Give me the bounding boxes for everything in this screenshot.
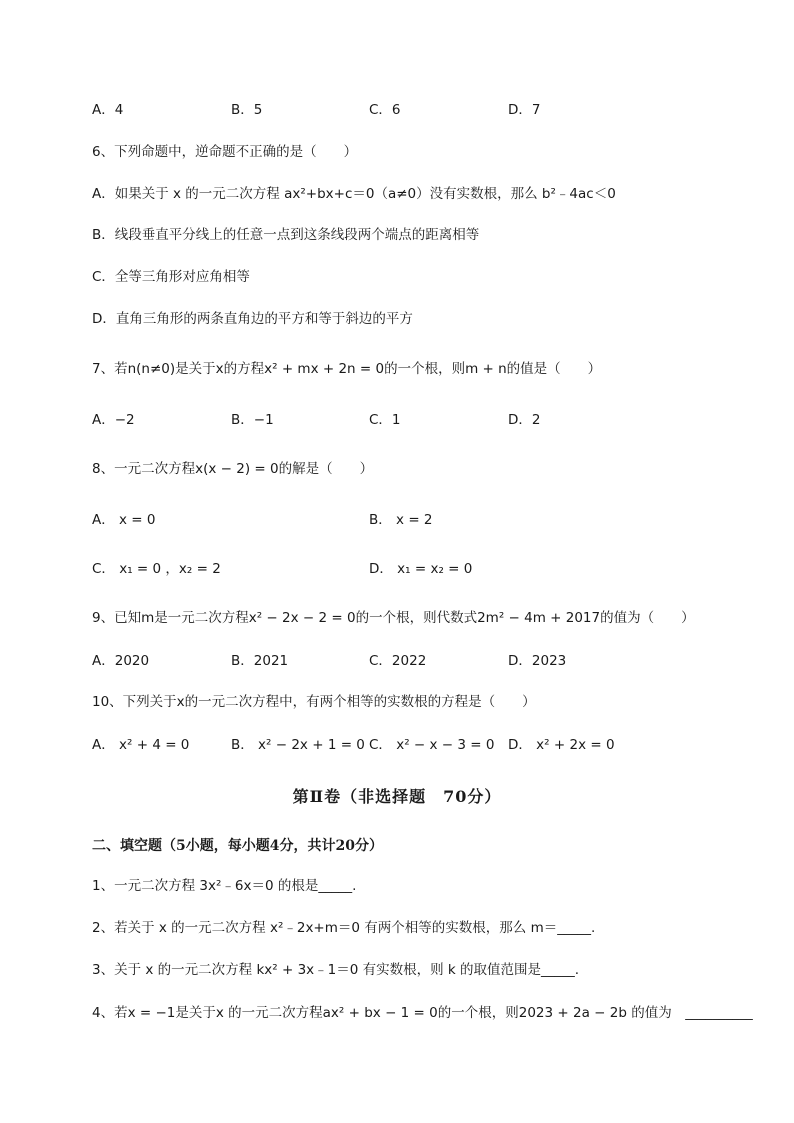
q5-option-b: B．5 <box>231 102 263 118</box>
fill-blank-heading: 二、填空题（5小题，每小题4分，共计20分） <box>92 838 383 854</box>
q6-option-b: B．线段垂直平分线上的任意一点到这条线段两个端点的距离相等 <box>92 227 480 243</box>
q8-stem: 8、一元二次方程x(x − 2) = 0的解是（ ） <box>92 461 374 477</box>
q5-option-c: C．6 <box>369 102 401 118</box>
q7-option-a: A．−2 <box>92 412 135 428</box>
q10-option-c: C． x² − x − 3 = 0 <box>369 737 495 753</box>
part2-title: 第Ⅱ卷（非选择题 70分） <box>292 787 502 806</box>
q8-option-c: C． x₁ = 0 ，x₂ = 2 <box>92 561 221 577</box>
fill-item-3: 3、关于 x 的一元二次方程 kx² + 3x﹣1＝0 有实数根，则 k 的取值范围是_____. <box>92 962 580 978</box>
q10-option-b: B． x² − 2x + 1 = 0 <box>231 737 365 753</box>
q6-option-c: C．全等三角形对应角相等 <box>92 269 250 285</box>
q10-option-a: A． x² + 4 = 0 <box>92 737 190 753</box>
q6-option-d: D．直角三角形的两条直角边的平方和等于斜边的平方 <box>92 311 413 327</box>
fill-item-1: 1、一元二次方程 3x²﹣6x＝0 的根是_____. <box>92 878 357 894</box>
q8-option-a: A． x = 0 <box>92 512 156 528</box>
q7-option-c: C．1 <box>369 412 401 428</box>
q10-option-d: D． x² + 2x = 0 <box>508 737 615 753</box>
q9-option-c: C．2022 <box>369 653 427 669</box>
fill-item-4: 4、若x = −1是关于x 的一元二次方程ax² + bx − 1 = 0的一个根，则2023 + 2a − 2b 的值为 __________ <box>92 1005 753 1021</box>
q9-option-a: A．2020 <box>92 653 150 669</box>
q8-option-b: B． x = 2 <box>369 512 433 528</box>
q7-stem: 7、若n(n≠0)是关于x的方程x² + mx + 2n = 0的一个根，则m + n的值是（ ） <box>92 361 602 377</box>
q8-option-d: D． x₁ = x₂ = 0 <box>369 561 473 577</box>
q5-option-a: A．4 <box>92 102 124 118</box>
q6-stem: 6、下列命题中，逆命题不正确的是（ ） <box>92 144 358 160</box>
q9-option-b: B．2021 <box>231 653 289 669</box>
q7-option-b: B．−1 <box>231 412 274 428</box>
q7-option-d: D．2 <box>508 412 541 428</box>
q10-stem: 10、下列关于x的一元二次方程中，有两个相等的实数根的方程是（ ） <box>92 694 536 710</box>
fill-item-2: 2、若关于 x 的一元二次方程 x²﹣2x+m＝0 有两个相等的实数根，那么 m＝_____. <box>92 920 596 936</box>
q6-option-a: A．如果关于 x 的一元二次方程 ax²+bx+c＝0（a≠0）没有实数根，那么 b²﹣4ac＜0 <box>92 186 616 202</box>
q9-stem: 9、已知m是一元二次方程x² − 2x − 2 = 0的一个根，则代数式2m² − 4m + 2017的值为（ ） <box>92 610 695 626</box>
q5-option-d: D．7 <box>508 102 541 118</box>
q9-option-d: D．2023 <box>508 653 567 669</box>
